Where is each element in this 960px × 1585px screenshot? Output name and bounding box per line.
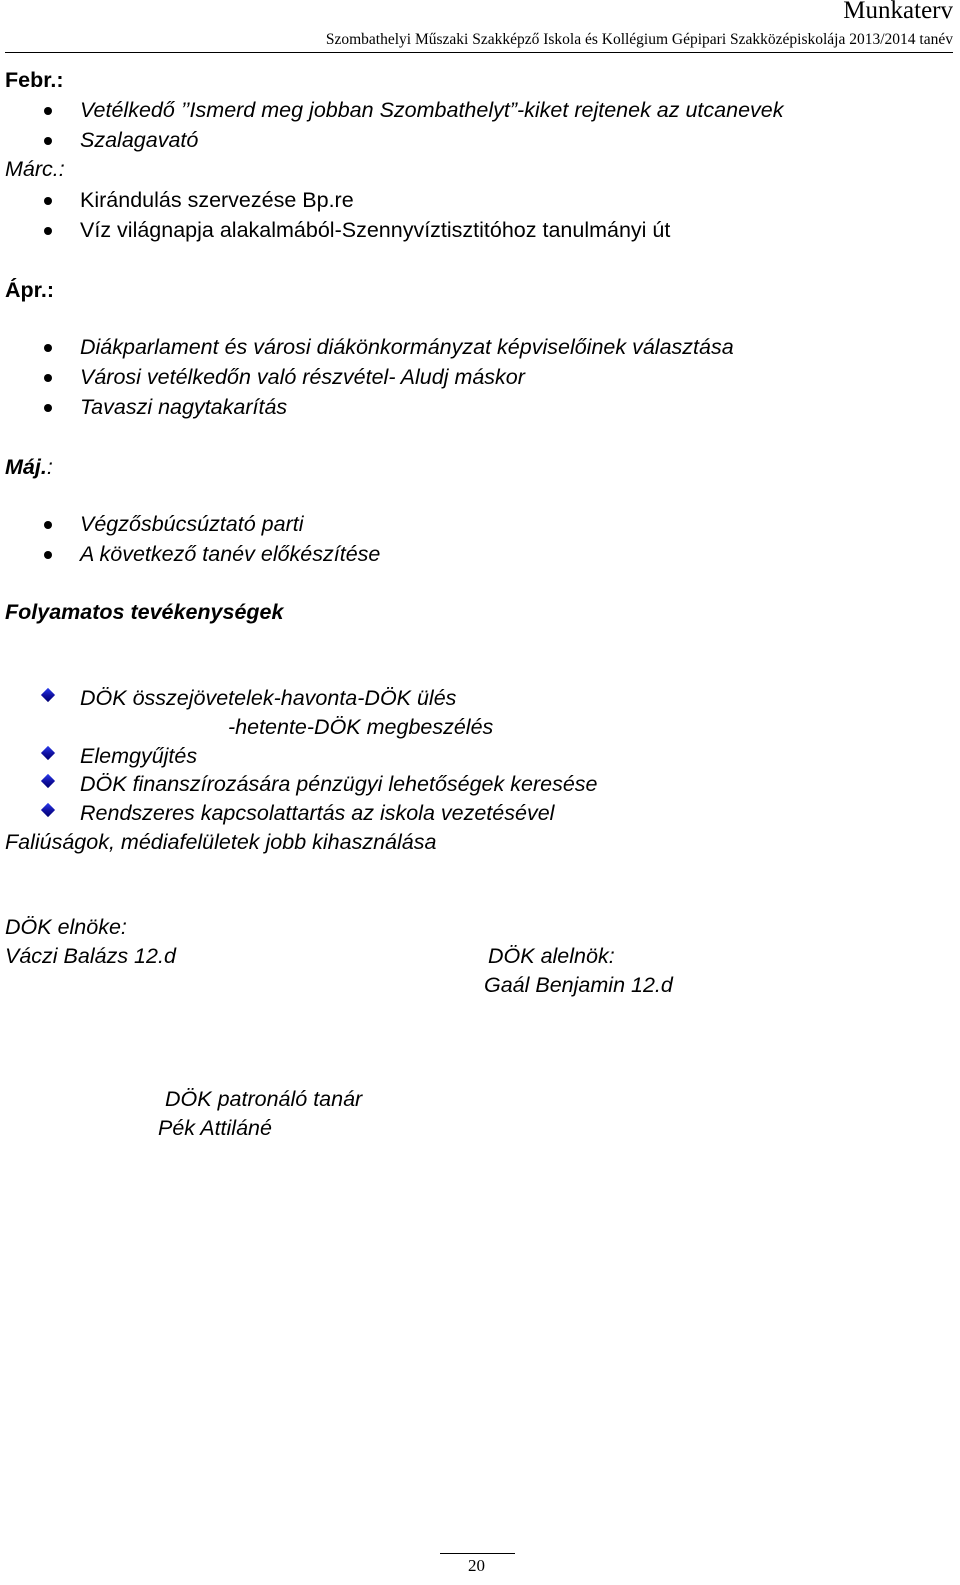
list-item: Diákparlament és városi diákönkormányzat képviselőinek választása bbox=[80, 335, 734, 359]
month-label-may-colon: : bbox=[46, 455, 53, 479]
bullet-icon bbox=[44, 374, 52, 382]
extra-activity: Faliúságok, médiafelületek jobb kihasználása bbox=[5, 830, 437, 854]
president-name: Váczi Balázs 12.d bbox=[5, 944, 176, 968]
diamond-bullet-icon bbox=[41, 774, 55, 788]
list-item: Végzősbúcsúztató parti bbox=[80, 512, 304, 536]
list-item: Víz világnapja alakalmából-Szennyvíztisztitóhoz tanulmányi út bbox=[80, 218, 671, 242]
bullet-icon bbox=[44, 344, 52, 352]
list-item: Elemgyűjtés bbox=[80, 744, 198, 768]
list-item: Kirándulás szervezése Bp.re bbox=[80, 188, 354, 212]
list-item: Tavaszi nagytakarítás bbox=[80, 395, 288, 419]
bullet-icon bbox=[44, 227, 52, 235]
list-item: A következő tanév előkészítése bbox=[80, 542, 381, 566]
patron-name: Pék Attiláné bbox=[158, 1116, 272, 1140]
list-item: DÖK összejövetelek-havonta-DÖK ülés bbox=[80, 686, 457, 710]
month-label-feb bbox=[5, 68, 64, 93]
document-subtitle: Szombathelyi Műszaki Szakképző Iskola és Kollégium Gépipari Szakközépiskolája 2013/2014 tanév bbox=[325, 31, 953, 48]
list-item: Szalagavató bbox=[80, 128, 199, 152]
month-label-apr: Ápr.: bbox=[5, 278, 54, 302]
diamond-bullet-icon bbox=[41, 746, 55, 760]
president-title: DÖK elnöke: bbox=[5, 915, 127, 939]
bullet-icon bbox=[44, 521, 52, 529]
list-item: Rendszeres kapcsolattartás az iskola vezetésével bbox=[80, 801, 555, 825]
list-item: DÖK finanszírozására pénzügyi lehetőségek keresése bbox=[80, 772, 598, 796]
footer-rule bbox=[440, 1553, 515, 1554]
month-label-may-bold: Máj. bbox=[5, 455, 47, 479]
header-rule bbox=[5, 52, 953, 53]
vice-president-name: Gaál Benjamin 12.d bbox=[484, 973, 673, 997]
page-number: 20 bbox=[468, 1556, 485, 1575]
bullet-icon bbox=[44, 107, 52, 115]
list-item: Városi vetélkedőn való részvétel- Aludj máskor bbox=[80, 365, 525, 389]
diamond-bullet-icon bbox=[41, 803, 55, 817]
month-label-feb-colon: : bbox=[56, 68, 64, 92]
vice-president-title: DÖK alelnök: bbox=[488, 944, 615, 968]
list-item: Vetélkedő ’’Ismerd meg jobban Szombathelyt”-kiket rejtenek az utcanevek bbox=[80, 98, 784, 122]
bullet-icon bbox=[44, 137, 52, 145]
diamond-bullet-icon bbox=[41, 688, 55, 702]
month-label-may bbox=[5, 455, 53, 480]
list-item-continuation: -hetente-DÖK megbeszélés bbox=[228, 715, 494, 739]
month-label-mar: Márc.: bbox=[5, 157, 65, 181]
bullet-icon bbox=[44, 551, 52, 559]
month-label-feb-bold: Febr. bbox=[5, 68, 57, 92]
patron-title: DÖK patronáló tanár bbox=[165, 1087, 363, 1111]
document-title: Munkaterv bbox=[843, 0, 953, 24]
section-heading: Folyamatos tevékenységek bbox=[5, 600, 284, 624]
bullet-icon bbox=[44, 404, 52, 412]
bullet-icon bbox=[44, 197, 52, 205]
